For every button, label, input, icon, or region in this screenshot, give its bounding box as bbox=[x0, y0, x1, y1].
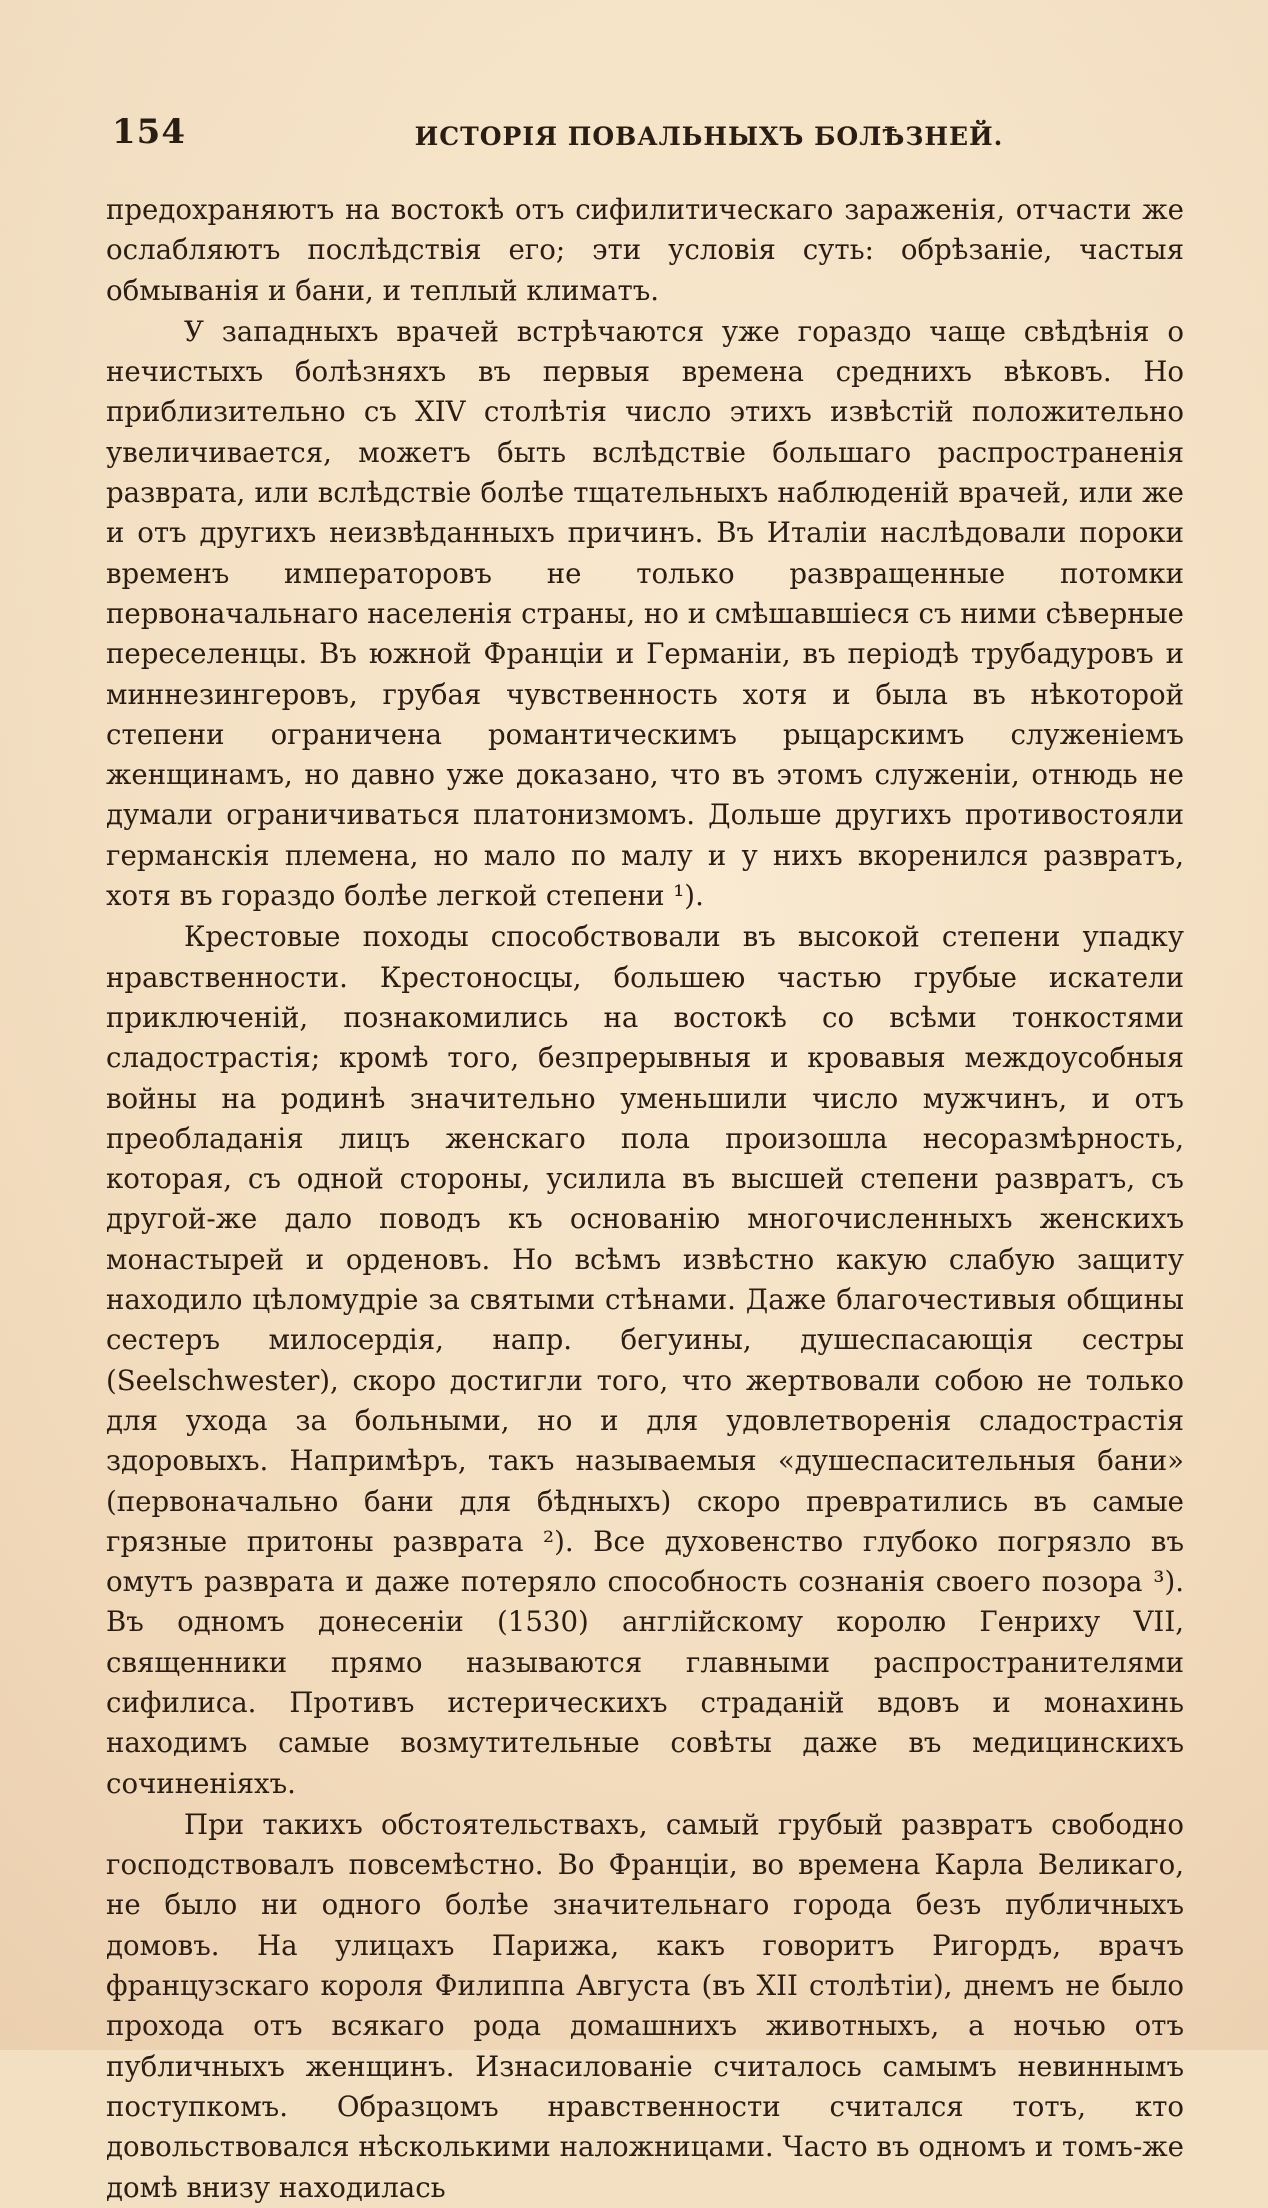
paragraph-continuation: предохраняютъ на востокѣ отъ сифилитическаго зараженія, отчасти же ослабляютъ послѣдствія его; эти условія суть: обрѣзаніе, частыя обмыванія и бани, и теплый климатъ. bbox=[106, 193, 1184, 307]
page-number: 154 bbox=[112, 112, 186, 152]
page-header bbox=[106, 112, 1162, 162]
paragraph: При такихъ обстоятельствахъ, самый грубый развратъ свободно господствовалъ повсемѣстно. Во Франціи, во времена Карла Великаго, не было ни одного болѣе значительнаго города безъ публичныхъ домовъ. На улицахъ Парижа, какъ говоритъ Ригордъ, врачъ французскаго короля Филиппа Августа (въ XII столѣтіи), днемъ не было прохода отъ всякаго рода домашнихъ животныхъ, а ночью отъ публичныхъ женщинъ. Изнасилованіе считалось самымъ невиннымъ поступкомъ. Образцомъ нравственности считался тотъ, кто довольствовался нѣсколькими наложницами. Часто въ одномъ и томъ-же домѣ внизу находилась bbox=[106, 1807, 1184, 2204]
paragraph: Крестовые походы способствовали въ высокой степени упадку нравственности. Крестоносцы, большею частью грубые искатели приключеній, познакомились на востокѣ со всѣми тонкостями сладострастія; кромѣ того, безпрерывныя и кровавыя междоусобныя войны на родинѣ значительно уменьшили число мужчинъ, и отъ преобладанія лицъ женскаго пола произошла несоразмѣрность, которая, съ одной стороны, усилила въ высшей степени развратъ, съ другой-же дало поводъ къ основанію многочисленныхъ женскихъ монастырей и орденовъ. Но всѣмъ извѣстно какую слабую защиту находило цѣломудріе за святыми стѣнами. Даже благочестивыя общины сестеръ милосердія, напр. бегуины, душеспасающія сестры (Seelschwester), скоро достигли того, что жертвовали собою не только для ухода за больными, но и для удовлетворенія сладострастія здоровыхъ. Напримѣръ, такъ называемыя «душеспасительныя бани» (первоначально бани для бѣдныхъ) скоро превратились въ самые грязные притоны разврата ²). Все духовенство глубоко погрязло въ омутъ разврата и даже потеряло способность сознанія своего позора ³). Въ одномъ донесеніи (1530) англійскому королю Генриху VII, священники прямо называются главными распространителями сифилиса. Противъ истерическихъ страданій вдовъ и монахинь находимъ самые возмутительные совѣты даже въ медицинскихъ сочиненіяхъ. bbox=[106, 920, 1184, 1800]
body-text bbox=[106, 190, 1184, 2208]
paragraph: У западныхъ врачей встрѣчаются уже гораздо чаще свѣдѣнія о нечистыхъ болѣзняхъ въ первыя времена среднихъ вѣковъ. Но приблизительно съ XIV столѣтія число этихъ извѣстій положительно увеличивается, можетъ быть вслѣдствіе большаго распространенія разврата, или вслѣдствіе болѣе тщательныхъ наблюденій врачей, или же и отъ другихъ неизвѣданныхъ причинъ. Въ Италіи наслѣдовали пороки временъ императоровъ не только развращенные потомки первоначальнаго населенія страны, но и смѣшавшіеся съ ними сѣверные переселенцы. Въ южной Франціи и Германіи, въ періодѣ трубадуровъ и миннезингеровъ, грубая чувственность хотя и была въ нѣкоторой степени ограничена романтическимъ рыцарскимъ служеніемъ женщинамъ, но давно уже доказано, что въ этомъ служеніи, отнюдь не думали ограничиваться платонизмомъ. Дольше другихъ противостояли германскія племена, но мало по малу и у нихъ вкоренился развратъ, хотя въ гораздо болѣе легкой степени ¹). bbox=[106, 314, 1184, 913]
running-title: ИСТОРІЯ ПОВАЛЬНЫХЪ БОЛѢЗНЕЙ. bbox=[414, 122, 1004, 151]
